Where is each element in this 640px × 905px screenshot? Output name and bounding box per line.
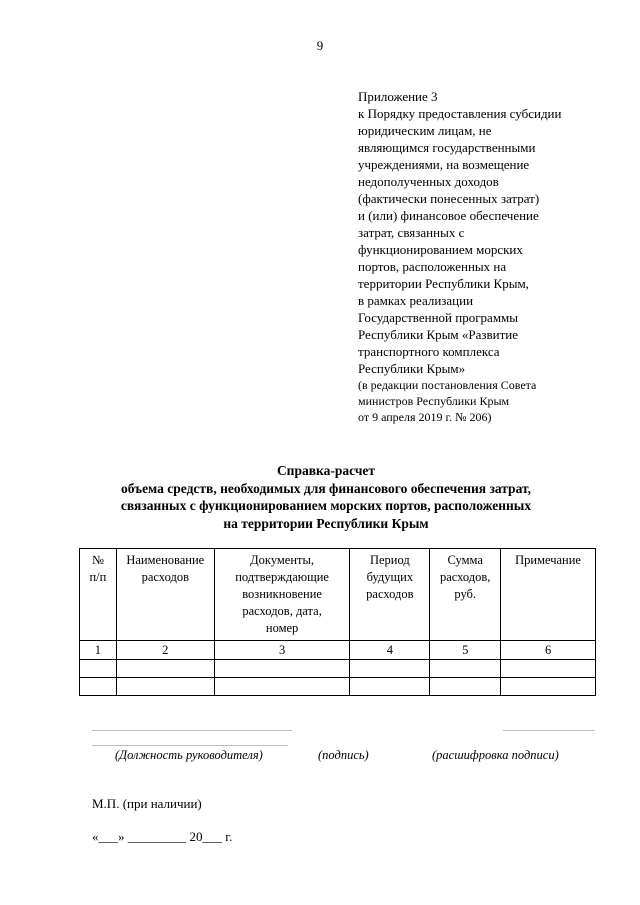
appendix-line: юридическим лицам, не	[358, 123, 492, 138]
empty-cell	[430, 660, 501, 678]
header-cell-expense-name: Наименование расходов	[116, 549, 214, 641]
position-signature-line	[92, 730, 292, 731]
position-underline	[92, 745, 288, 746]
column-number: 6	[501, 641, 596, 660]
appendix-line: затрат, связанных с	[358, 225, 465, 240]
header-cell-number: № п/п	[80, 549, 117, 641]
empty-cell	[350, 660, 430, 678]
empty-cell	[501, 678, 596, 696]
title-line-3: связанных с функционированием морских портов, расположенных	[120, 498, 532, 513]
calculation-table	[79, 548, 596, 696]
appendix-line: (фактически понесенных затрат)	[358, 191, 540, 206]
header-cell-period: Период будущих расходов	[350, 549, 430, 641]
appendix-line: и (или) финансовое обеспечение	[358, 208, 539, 223]
header-cell-note: Примечание	[501, 549, 596, 641]
column-number: 5	[430, 641, 501, 660]
header-cell-documents: Документы, подтверждающие возникновение расходов, дата, номер	[214, 549, 350, 641]
revision-line: (в редакции постановления Совета	[358, 378, 537, 392]
appendix-line: в рамках реализации	[358, 293, 474, 308]
appendix-line: транспортного комплекса	[358, 344, 500, 359]
empty-cell	[80, 678, 117, 696]
appendix-line: функционированием морских	[358, 242, 523, 257]
title-line-1: Справка-расчет	[276, 463, 376, 478]
appendix-line: портов, расположенных на	[358, 259, 507, 274]
appendix-line: Приложение 3	[358, 89, 438, 104]
empty-cell	[214, 660, 350, 678]
empty-cell	[214, 678, 350, 696]
appendix-line: учреждениями, на возмещение	[358, 157, 530, 172]
empty-cell	[501, 660, 596, 678]
title-line-4: на территории Республики Крым	[223, 515, 429, 531]
appendix-line: Республики Крым»	[358, 361, 466, 376]
appendix-line: Республики Крым «Развитие	[358, 327, 518, 342]
column-number: 3	[214, 641, 350, 660]
empty-cell	[116, 678, 214, 696]
appendix-line: являющимся государственными	[358, 140, 536, 155]
header-cell-amount: Сумма расходов, руб.	[430, 549, 501, 641]
table-header-row	[80, 549, 596, 641]
empty-cell	[80, 660, 117, 678]
revision-line: от 9 апреля 2019 г. № 206)	[358, 410, 492, 424]
appendix-block	[358, 88, 628, 425]
revision-line: министров Республики Крым	[358, 394, 510, 408]
date-line: «___» _________ 20___ г.	[92, 829, 233, 844]
empty-cell	[116, 660, 214, 678]
position-caption: (Должность руководителя)	[115, 748, 263, 762]
title-line-2: объема средств, необходимых для финансового обеспечения затрат,	[121, 480, 531, 496]
appendix-line: территории Республики Крым,	[358, 276, 529, 291]
stamp-note: М.П. (при наличии)	[92, 796, 202, 811]
column-number: 2	[116, 641, 214, 660]
document-title	[60, 462, 592, 532]
signature-caption: (подпись)	[318, 748, 369, 762]
decoding-caption: (расшифровка подписи)	[432, 748, 559, 762]
column-number: 1	[80, 641, 117, 660]
appendix-line: недополученных доходов	[358, 174, 499, 189]
column-number: 4	[350, 641, 430, 660]
column-number-row	[80, 641, 596, 660]
decoding-signature-line	[503, 730, 595, 731]
appendix-line: Государственной программы	[358, 310, 519, 325]
table-row	[80, 678, 596, 696]
empty-cell	[430, 678, 501, 696]
appendix-line: к Порядку предоставления субсидии	[358, 106, 562, 121]
empty-cell	[350, 678, 430, 696]
page-number: 9	[316, 38, 324, 53]
table-row	[80, 660, 596, 678]
